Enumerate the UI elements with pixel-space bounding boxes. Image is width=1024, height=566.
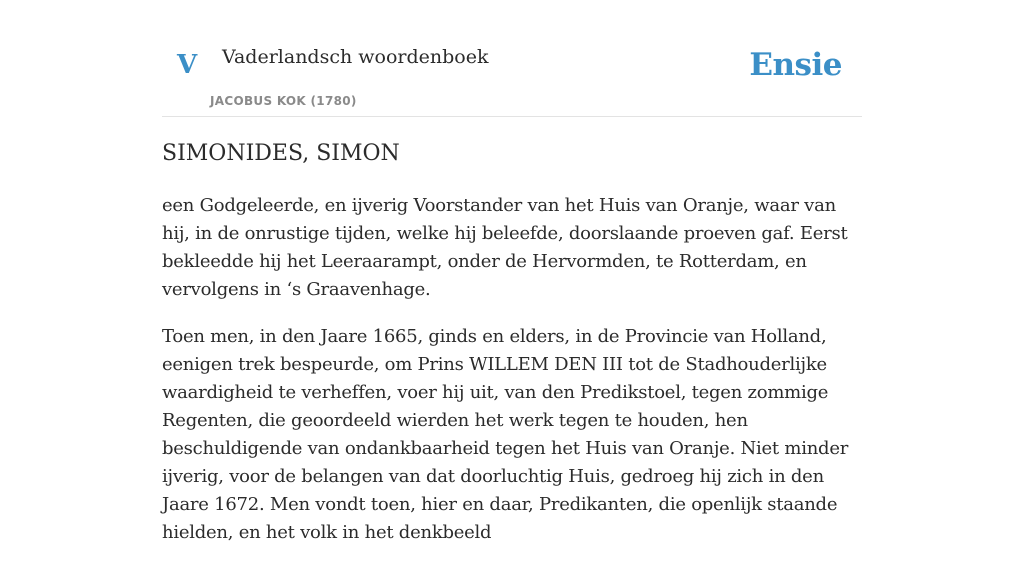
entry-title: SIMONIDES, SIMON <box>162 141 400 166</box>
entry-body <box>162 192 862 566</box>
entry-paragraph: Toen men, in den Jaare 1665, ginds en elders, in de Provincie van Holland, eenigen trek bespeurde, om Prins WILLEM DEN III tot de Stadhouderlijke waardigheid te verheffen, voer hij uit, van den Predikstoel, tegen zommige Regenten, die geoordeeld wierden het werk tegen te houden, hen beschuldigende van ondankbaarheid tegen het Huis van Oranje. Niet minder ijverig, voor de belangen van dat doorluchtig Huis, gedroeg hij zich in den Jaare 1672. Men vondt toen, hier en daar, Predikanten, die openlijk staande hielden, en het volk in het denkbeeld <box>162 326 849 543</box>
book-title-link[interactable]: Vaderlandsch woordenboek <box>222 46 489 68</box>
book-letter-badge[interactable]: V <box>177 50 198 80</box>
ensie-logo-link[interactable]: Ensie <box>749 47 842 83</box>
entry-paragraph: een Godgeleerde, en ijverig Voorstander van het Huis van Oranje, waar van hij, in de onrustige tijden, welke hij beleefde, doorslaande proeven gaf. Eerst bekleedde hij het Leeraarampt, onder de Hervormden, te Rotterdam, en vervolgens in ‘s Graavenhage. <box>162 195 848 300</box>
book-author: JACOBUS KOK (1780) <box>210 94 357 108</box>
header <box>162 0 862 117</box>
